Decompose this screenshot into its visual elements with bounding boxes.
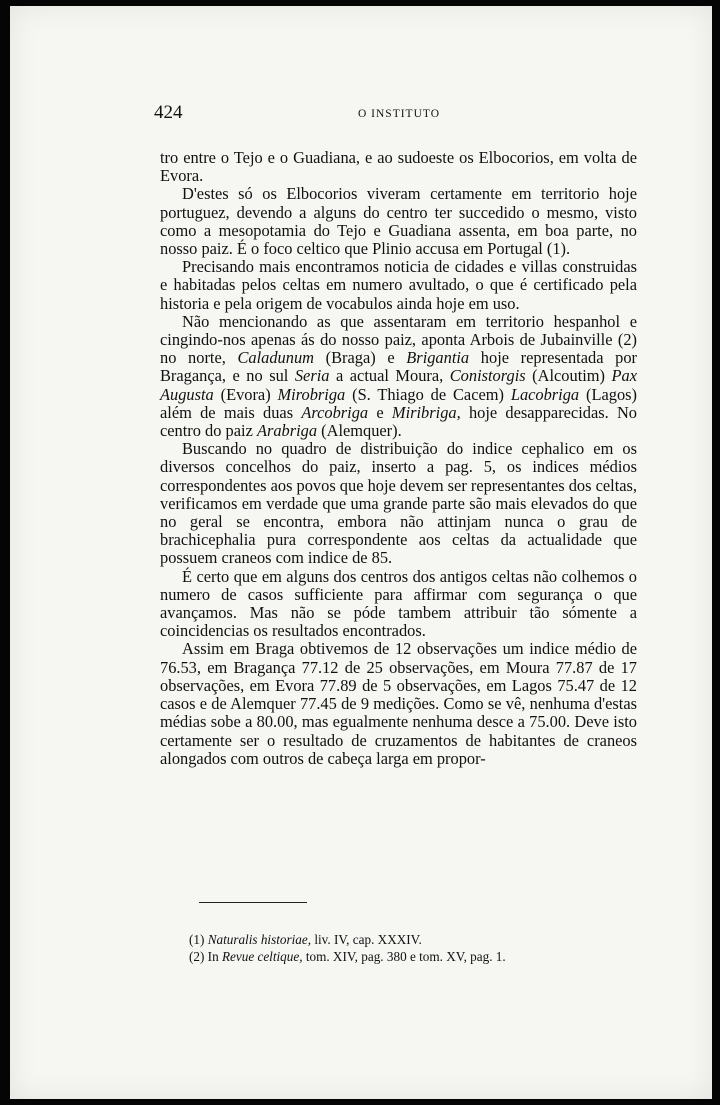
footnote-title: Naturalis historiae, bbox=[207, 932, 312, 947]
text-run: (Alemquer). bbox=[317, 421, 402, 441]
paragraph-3: Precisando mais encontramos noticia de cidades e villas construidas e habitadas pelos celtas em numero avultado, o que é certificado pela historia e pela origem de vocabulos ainda hoje em uso. bbox=[160, 257, 637, 313]
footnote-mark: (2) In bbox=[189, 948, 222, 964]
place-name-brigantia: Brigantia bbox=[406, 348, 470, 368]
place-name-seria: Seria bbox=[294, 366, 330, 386]
footnote-text: tom. XIV, pag. 380 e tom. XV, pag. 1. bbox=[302, 948, 506, 964]
footnote-1 bbox=[189, 932, 639, 949]
paragraph-7: Assim em Braga obtivemos de 12 observações um indice médio de 76.53, em Bragança 77.12 de 25 observações, em Moura 77.87 de 17 observações, em Evora 77.89 de 5 observações, em Lagos 75.47 de 12 casos e de Alemquer 77.45 de 9 medições. Como se vê, nenhuma d'estas médias sobe a 80.00, mas egualmente nenhuma desce a 75.00. Deve isto certamente ser o resultado de cruzamentos de habitantes de craneos alongados com outros de cabeça larga em propor- bbox=[160, 639, 637, 768]
page-number: 424 bbox=[154, 102, 183, 123]
footnote-rule bbox=[199, 902, 307, 903]
text-run: hoje representada por Bragança, e no sul bbox=[160, 348, 637, 386]
text-run: (Braga) e bbox=[313, 348, 407, 368]
footnotes bbox=[189, 932, 639, 965]
text-run: (Alcoutim) bbox=[525, 366, 612, 386]
paragraph-1: tro entre o Tejo e o Guadiana, e ao sudoeste os Elbocorios, em volta de Evora. bbox=[160, 148, 637, 186]
paragraph-2: D'estes só os Elbocorios viveram certamente em territorio hoje portuguez, devendo a alguns do centro ter succedido o mesmo, visto como a mesopotamia do Tejo e Guadiana assenta, em boa parte, no nosso paiz. É o foco celtico que Plinio accusa em Portugal (1). bbox=[160, 184, 637, 259]
place-name-miribriga: Miribriga, bbox=[391, 402, 461, 422]
paragraph-6: É certo que em alguns dos centros dos antigos celtas não colhemos o numero de casos sufficiente para affirmar com segurança o que avançamos. Mas não se póde tambem attribuir tão sómente a coincidencias os resultados encontrados. bbox=[160, 566, 637, 641]
place-name-conistorgis: Conistorgis bbox=[449, 366, 526, 386]
paragraph-4 bbox=[160, 313, 637, 440]
place-name-mirobriga: Mirobriga bbox=[277, 384, 346, 404]
text-run: (Lagos) além de mais duas bbox=[160, 384, 637, 422]
text-run: hoje desapparecidas. No centro do paiz bbox=[160, 402, 637, 441]
text-run: Não mencionando as que assentaram em territorio hespanhol e cingindo-nos apenas ás do nosso paiz, aponta Arbois de Jubainville (2) no norte, bbox=[160, 311, 637, 368]
footnote-mark: (1) bbox=[189, 932, 208, 947]
body-text bbox=[160, 149, 637, 768]
place-name-lacobriga: Lacobriga bbox=[510, 384, 580, 404]
place-name-arcobriga: Arcobriga bbox=[301, 402, 369, 422]
text-run: (Evora) bbox=[213, 384, 278, 404]
place-name-pax-augusta: Pax Augusta bbox=[160, 366, 638, 404]
place-name-arabriga: Arabriga bbox=[256, 421, 318, 441]
footnote-2 bbox=[189, 949, 639, 966]
paragraph-5: Buscando no quadro de distribuição do indice cephalico em os diversos concelhos do paiz, inserto a pag. 5, os indices médios correspondentes aos povos que hoje devem ser representantes dos celtas, verificamos em verdade que uma grande parte são mais elevados do que no geral se encontra, embora não attinjam nunca o grau de brachicephalia pura correspondente aos celtas da actualidade que possuem craneos com indice de 85. bbox=[160, 439, 637, 568]
book-page bbox=[10, 6, 712, 1099]
place-name-caladunum: Caladunum bbox=[237, 348, 314, 368]
text-run: e bbox=[368, 402, 392, 422]
footnote-title: Revue celtique, bbox=[221, 948, 303, 964]
text-run: a actual Moura, bbox=[329, 366, 450, 386]
text-run: (S. Thiago de Cacem) bbox=[345, 384, 511, 404]
footnote-text: liv. IV, cap. XXXIV. bbox=[311, 932, 422, 947]
running-title: O INSTITUTO bbox=[357, 108, 441, 120]
